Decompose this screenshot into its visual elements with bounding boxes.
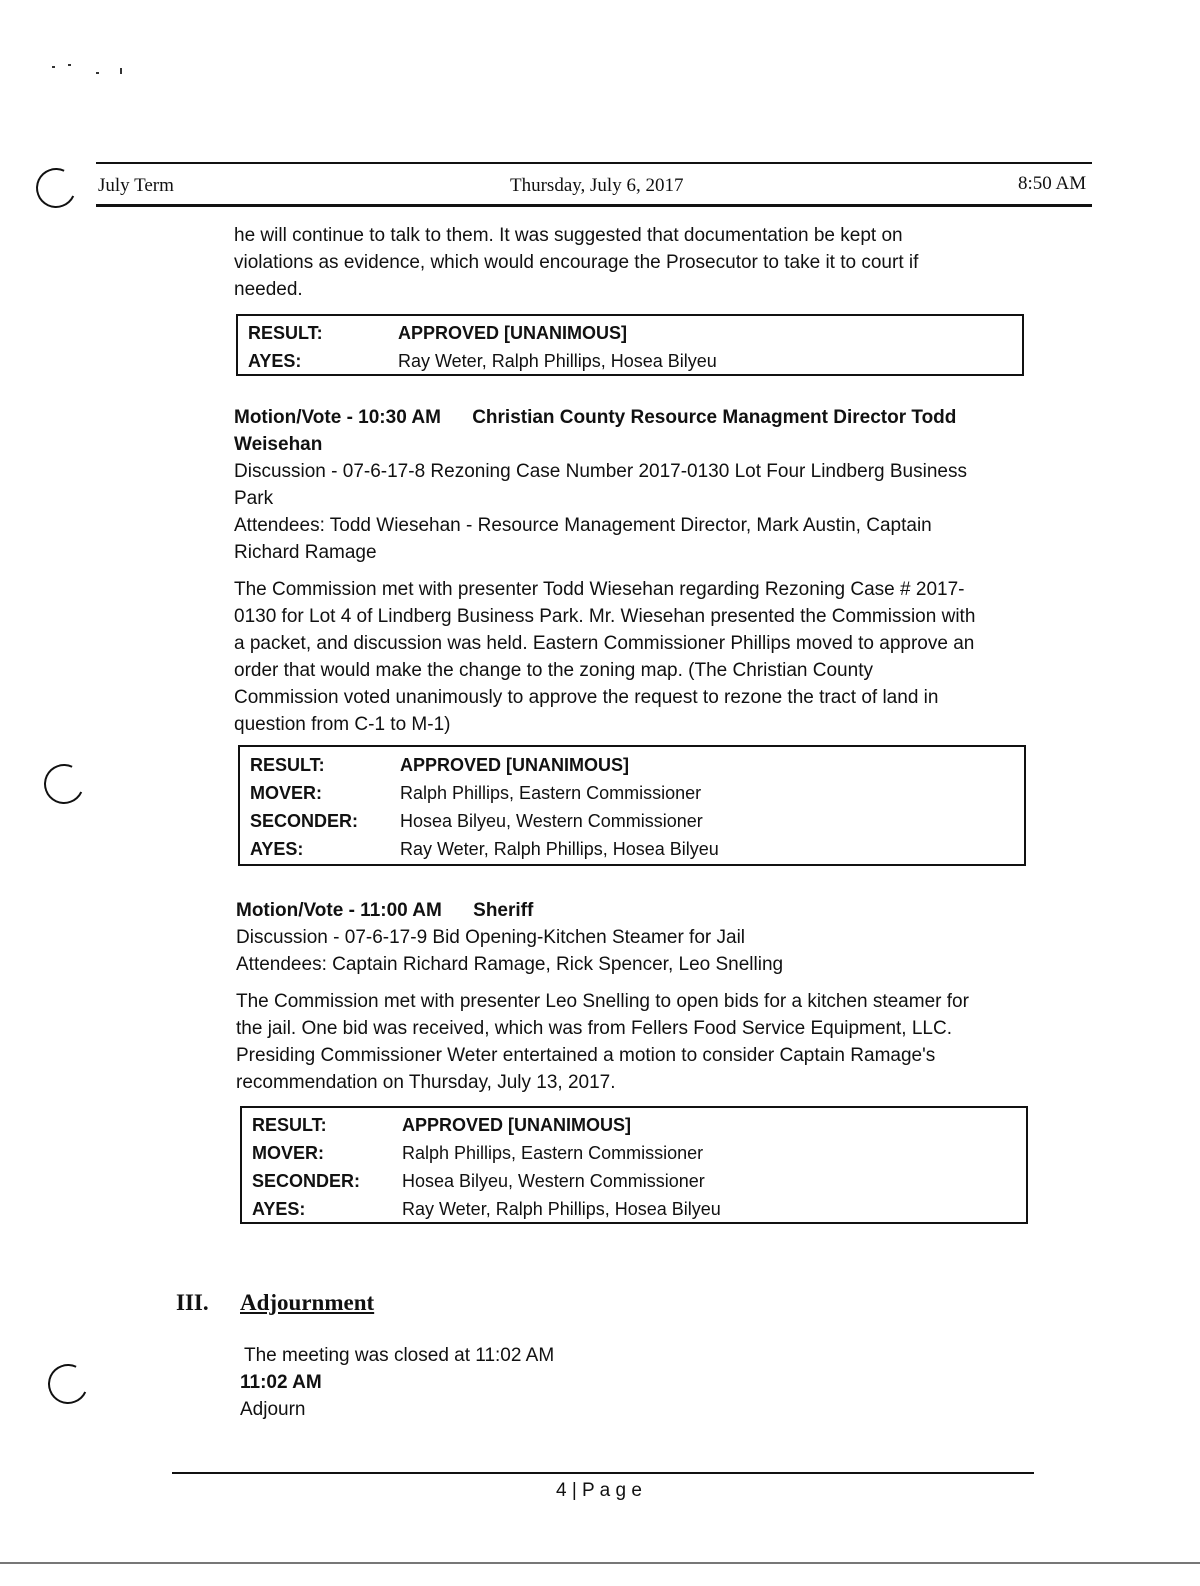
mover-label: MOVER: — [252, 1143, 324, 1163]
motion-time: Motion/Vote - 11:00 AM — [236, 900, 442, 921]
attendees-line: Attendees: Todd Wiesehan - Resource Management Director, Mark Austin, Captain — [234, 515, 932, 536]
motion-title: Christian County Resource Managment Director Todd — [472, 407, 957, 428]
seconder-row — [242, 1167, 1026, 1195]
mover-value: Ralph Phillips, Eastern Commissioner — [400, 783, 702, 803]
page-number: 4 | P a g e — [556, 1480, 642, 1501]
result-value: APPROVED [UNANIMOUS] — [402, 1115, 632, 1135]
motion-title-cont: Weisehan — [234, 434, 323, 455]
seconder-value: Hosea Bilyeu, Western Commissioner — [400, 811, 703, 831]
section-heading: Adjournment — [240, 1290, 375, 1315]
text-line: needed. — [234, 279, 303, 300]
text-line: The Commission met with presenter Todd Wiesehan regarding Rezoning Case # 2017- — [234, 579, 965, 600]
mover-value: Ralph Phillips, Eastern Commissioner — [402, 1143, 704, 1163]
text-line: Commission voted unanimously to approve the request to rezone the tract of land in — [234, 687, 939, 708]
text-line: Presiding Commissioner Weter entertained a motion to consider Captain Ramage's — [236, 1045, 936, 1066]
adjournment-action: Adjourn — [240, 1399, 306, 1420]
mover-row — [242, 1139, 1026, 1167]
seconder-label: SECONDER: — [252, 1171, 361, 1191]
ayes-label: AYES: — [248, 351, 302, 371]
motion-heading — [236, 897, 1036, 924]
ayes-value: Ray Weter, Ralph Phillips, Hosea Bilyeu — [400, 839, 719, 859]
header-rule-bottom — [96, 204, 1092, 207]
text-line: 0130 for Lot 4 of Lindberg Business Park. Mr. Wiesehan presented the Commission with — [234, 606, 976, 627]
attendees-line: Richard Ramage — [234, 542, 377, 563]
motion-time: Motion/Vote - 10:30 AM — [234, 407, 441, 428]
result-box — [236, 314, 1024, 376]
text-line: he will continue to talk to them. It was suggested that documentation be kept on — [234, 225, 903, 246]
ayes-row — [238, 347, 1022, 375]
header-date: Thursday, July 6, 2017 — [510, 175, 684, 196]
section-numeral: III. — [176, 1290, 209, 1315]
motion-paragraph — [236, 988, 1036, 1096]
text-line: recommendation on Thursday, July 13, 2017. — [236, 1072, 616, 1093]
header-time: 8:50 AM — [1018, 173, 1087, 194]
adjournment-closed-text: The meeting was closed at 11:02 AM — [244, 1345, 555, 1366]
motion-heading — [234, 404, 1034, 431]
result-label: RESULT: — [250, 755, 325, 775]
result-value: APPROVED [UNANIMOUS] — [398, 323, 628, 343]
punch-hole-middle — [38, 758, 89, 809]
result-box — [240, 1106, 1028, 1224]
punch-hole-bottom — [42, 1358, 93, 1409]
seconder-value: Hosea Bilyeu, Western Commissioner — [402, 1171, 705, 1191]
result-label: RESULT: — [252, 1115, 327, 1135]
adjournment-time: 11:02 AM — [240, 1372, 322, 1393]
motion-title: Sheriff — [473, 900, 534, 921]
ayes-value: Ray Weter, Ralph Phillips, Hosea Bilyeu — [402, 1199, 721, 1219]
discussion-line: Park — [234, 488, 274, 509]
header-term: July Term — [98, 175, 174, 196]
scan-speck — [96, 72, 99, 74]
ayes-label: AYES: — [250, 839, 304, 859]
scan-speck — [68, 64, 71, 66]
header-rule-top — [96, 162, 1092, 164]
mover-label: MOVER: — [250, 783, 322, 803]
text-line: question from C-1 to M-1) — [234, 714, 451, 735]
scan-speck — [120, 68, 122, 74]
seconder-row — [240, 807, 1024, 835]
ayes-value: Ray Weter, Ralph Phillips, Hosea Bilyeu — [398, 351, 717, 371]
punch-hole-top — [30, 162, 81, 213]
result-row — [238, 319, 1022, 347]
result-row — [240, 751, 1024, 779]
discussion-line: Discussion - 07-6-17-9 Bid Opening-Kitchen Steamer for Jail — [236, 927, 746, 948]
text-line: violations as evidence, which would encourage the Prosecutor to take it to court if — [234, 252, 919, 273]
text-line: order that would make the change to the zoning map. (The Christian County — [234, 660, 873, 681]
ayes-label: AYES: — [252, 1199, 306, 1219]
result-box — [238, 745, 1026, 866]
footer-rule — [172, 1472, 1034, 1474]
seconder-label: SECONDER: — [250, 811, 359, 831]
intro-paragraph — [234, 222, 1034, 303]
result-row — [242, 1111, 1026, 1139]
discussion-line: Discussion - 07-6-17-8 Rezoning Case Number 2017-0130 Lot Four Lindberg Business — [234, 461, 967, 482]
ayes-row — [240, 835, 1024, 863]
attendees-line: Attendees: Captain Richard Ramage, Rick Spencer, Leo Snelling — [236, 954, 784, 975]
text-line: The Commission met with presenter Leo Snelling to open bids for a kitchen steamer for — [236, 991, 969, 1012]
motion-paragraph — [234, 576, 1034, 738]
scan-speck — [52, 66, 55, 68]
scan-edge — [0, 1562, 1200, 1564]
result-label: RESULT: — [248, 323, 323, 343]
motion-vote-2 — [236, 897, 1036, 1096]
text-line: a packet, and discussion was held. Eastern Commissioner Phillips moved to approve an — [234, 633, 975, 654]
mover-row — [240, 779, 1024, 807]
ayes-row — [242, 1195, 1026, 1223]
result-value: APPROVED [UNANIMOUS] — [400, 755, 630, 775]
text-line: the jail. One bid was received, which was from Fellers Food Service Equipment, LLC. — [236, 1018, 952, 1039]
motion-vote-1 — [234, 404, 1034, 738]
